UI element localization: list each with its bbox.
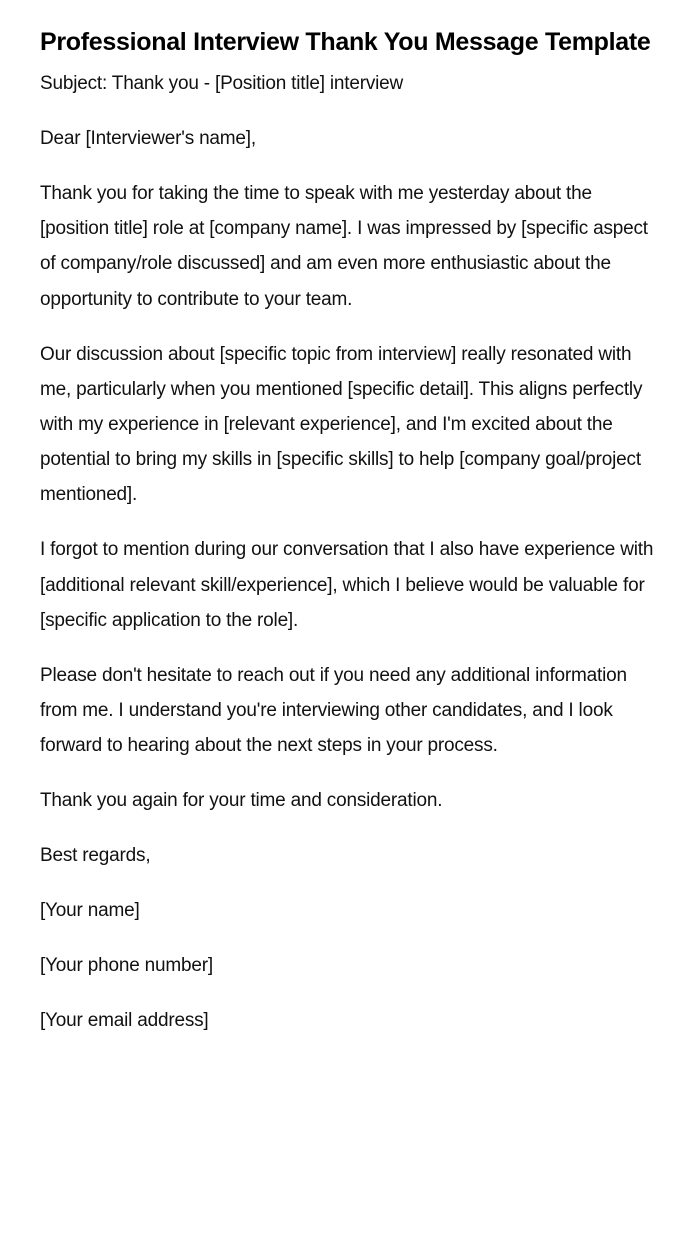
signature-email: [Your email address]	[40, 1010, 209, 1032]
body-paragraph-3: I forgot to mention during our conversation that I also have experience with [additional relevant skill/experience], which I believe would be valuable for [specific application to the role].	[40, 539, 654, 631]
salutation: Dear [Interviewer's name],	[40, 128, 256, 149]
body-paragraph-1: Thank you for taking the time to speak with me yesterday about the [position title] role at [company name]. I was impressed by [specific aspect of company/role discussed] and am even more enthusiastic about the opportunity to contribute to your team.	[40, 183, 648, 310]
subject-line: Subject: Thank you - [Position title] interview	[40, 73, 404, 94]
body-paragraph-4: Please don't hesitate to reach out if you need any additional information from me. I understand you're interviewing other candidates, and I look forward to hearing about the next steps in your process.	[40, 664, 627, 757]
document-title: Professional Interview Thank You Message Template	[40, 28, 651, 56]
signature-name: [Your name]	[40, 900, 140, 922]
body-paragraph-5: Thank you again for your time and consideration.	[40, 790, 443, 812]
body-paragraph-2: Our discussion about [specific topic from interview] really resonated with me, particularly when you mentioned [specific detail]. This aligns perfectly with my experience in [relevant experience], and I'm excited about the potential to bring my skills in [specific skills] to help [company goal/project mentioned].	[40, 343, 643, 506]
signature-phone: [Your phone number]	[40, 955, 213, 977]
closing: Best regards,	[40, 845, 151, 867]
